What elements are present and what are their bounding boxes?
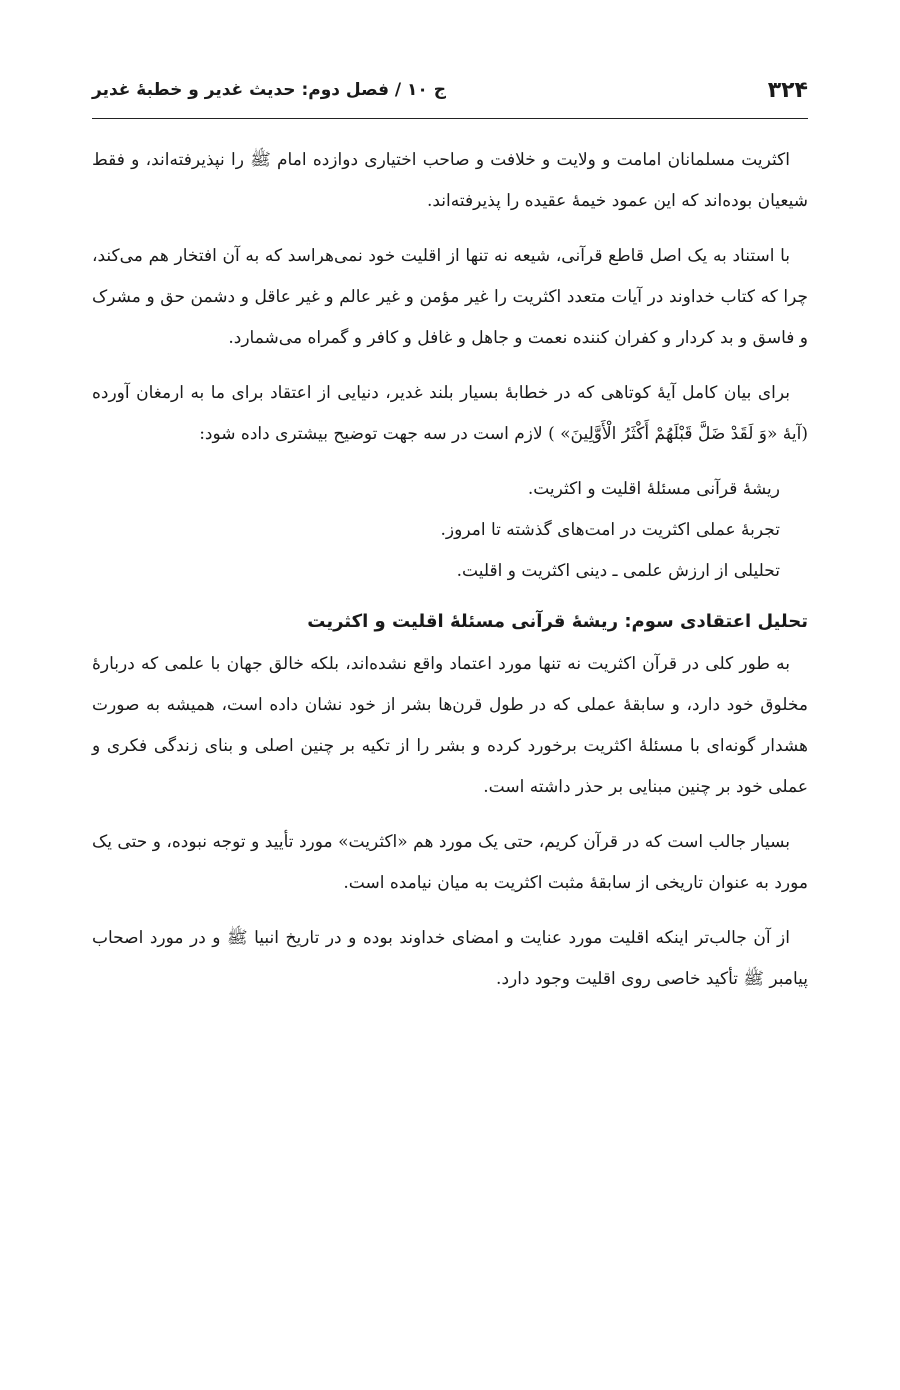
paragraph-1: اکثریت مسلمانان امامت و ولایت و خلافت و صاحب اختیاری دوازده امام ﷺ را نپذیرفته‌اند، و فقط شیعیان بوده‌اند که این عمود خیمهٔ عقیده را پذیرفته‌اند.	[92, 150, 808, 211]
list-item: تجربهٔ عملی اکثریت در امت‌های گذشته تا امروز.	[440, 520, 780, 540]
list-item: ریشهٔ قرآنی مسئلهٔ اقلیت و اکثریت.	[527, 479, 780, 499]
section-paragraph-2: بسیار جالب است که در قرآن کریم، حتی یک مورد هم «اکثریت» مورد تأیید و توجه نبوده، و حتی یک مورد به عنوان تاریخی از سابقهٔ مثبت اکثریت به میان نیامده است.	[92, 832, 808, 893]
page-number: ۳۲۴	[767, 77, 808, 103]
section-paragraph-1: به طور کلی در قرآن اکثریت نه تنها مورد اعتماد واقع نشده‌اند، بلکه خالق جهان با علمی که دربارهٔ مخلوق خود دارد، و سابقهٔ عملی که در طول قرن‌ها بشر از خود نشان داده است، همیشه به صورت هشدار گونه‌ای با مسئلهٔ اکثریت برخورد کرده و بشر را از تکیه بر چنین اصلی و بنای زندگی فکری و عملی خود بر چنین مبنایی بر حذر داشته است.	[92, 654, 808, 797]
page-header	[92, 72, 808, 108]
list-item: تحلیلی از ارزش علمی ـ دینی اکثریت و اقلیت.	[456, 561, 780, 581]
book-page	[92, 0, 808, 1390]
page-body	[92, 140, 808, 1014]
section-paragraph-3: از آن جالب‌تر اینکه اقلیت مورد عنایت و امضای خداوند بوده و در تاریخ انبیا ﷺ و در مورد اصحاب پیامبر ﷺ تأکید خاصی روی اقلیت وجود دارد.	[92, 928, 808, 989]
topic-list	[92, 469, 780, 592]
paragraph-3: برای بیان کامل آیهٔ کوتاهی که در خطابهٔ بسیار بلند غدیر، دنیایی از اعتقاد برای ما به ارمغان آورده (آیهٔ «وَ لَقَدْ ضَلَّ قَبْلَهُمْ أَکْثَرُ الْأَوَّلِینَ» ) لازم است در سه جهت توضیح بیشتری داده شود:	[92, 383, 808, 444]
paragraph-2: با استناد به یک اصل قاطع قرآنی، شیعه نه تنها از اقلیت خود نمی‌هراسد که به آن افتخار هم می‌کند، چرا که کتاب خداوند در آیات متعدد اکثریت را غیر مؤمن و غیر عالم و غیر عاقل و دشمن حق و مشرک و فاسق و بد کردار و کفران کننده نعمت و جاهل و غافل و کافر و گمراه می‌شمارد.	[92, 246, 808, 348]
header-divider	[92, 118, 808, 119]
section-heading: تحلیل اعتقادی سوم: ریشهٔ قرآنی مسئلهٔ اقلیت و اکثریت	[307, 611, 808, 632]
running-head: ج ۱۰ / فصل دوم: حدیث غدیر و خطبهٔ غدیر	[92, 80, 446, 100]
